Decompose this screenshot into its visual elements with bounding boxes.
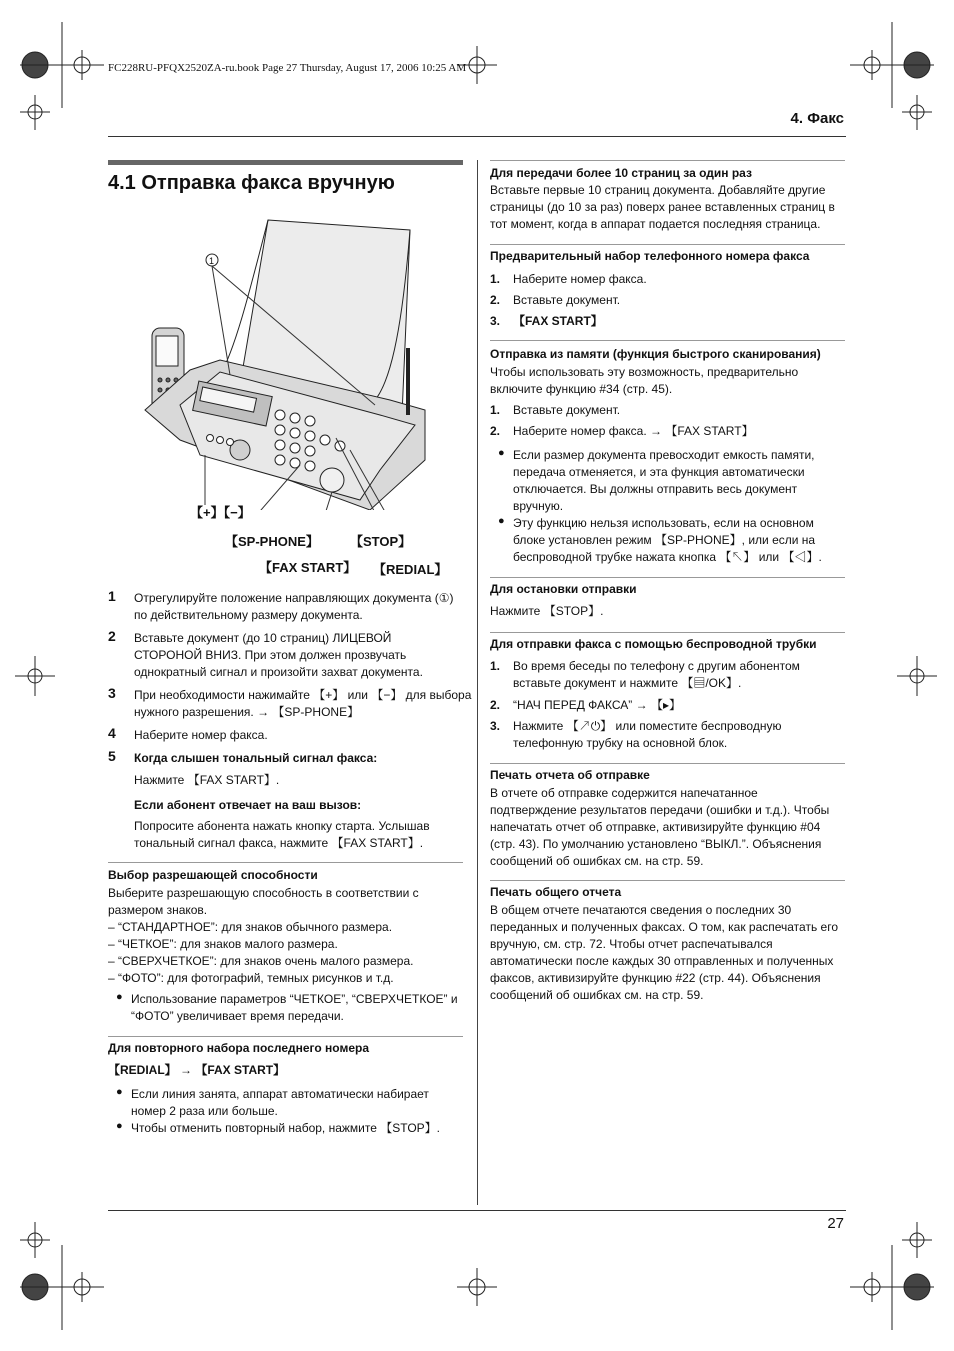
step-2-number: 2 (108, 628, 116, 644)
more10-header: Для передачи более 10 страниц за один раз (490, 166, 752, 180)
column-divider (477, 160, 478, 1205)
resolution-intro-2: размером знаков. (108, 903, 208, 917)
step-5-press: Нажмите 【FAX START】. (134, 773, 280, 787)
step-2-line-3: однократный сигнал и произойти захват документа. (134, 665, 423, 679)
cordless-item-1-num: 1. (490, 659, 501, 673)
memory-note-2-line-1: Эту функцию нельзя использовать, если на основном (513, 516, 814, 530)
header-rule-top (108, 136, 846, 137)
sending-report-line-1: В отчете об отправке содержится напечатанное (490, 786, 758, 800)
resolution-item-standard: – “СТАНДАРТНОЕ”: для знаков обычного размера. (108, 920, 393, 934)
cordless-item-3-line-1: Нажмите 【↗⏻】 или поместите беспроводную (513, 719, 782, 733)
cordless-item-1-line-2: вставьте документ и нажмите 【▤/OK】. (513, 676, 742, 690)
journal-line-5: факсов, активизируйте функцию #22 (стр. 44). Объяснения (490, 971, 821, 985)
step-3-line-2: нужного разрешения. → 【SP-PHONE】 (134, 705, 360, 719)
journal-line-4: автоматически после каждых 30 отправленных и полученных (490, 954, 834, 968)
more10-line-3: тот момент, когда в аппарат подается последняя страница. (490, 217, 821, 231)
separator-predial (490, 244, 845, 245)
bullet-icon: ● (498, 447, 505, 459)
resolution-intro-1: Выберите разрешающую способность в соответствии с (108, 886, 419, 900)
callout-1: 1 (209, 256, 215, 266)
journal-line-2: переданных и полученных факсах. О том, как распечатать его (490, 920, 838, 934)
separator-redial (108, 1036, 463, 1037)
cordless-item-2-num: 2. (490, 698, 501, 712)
step-1-line-1: Отрегулируйте положение направляющих документа (①) (134, 591, 454, 605)
step-5-line-1: Когда слышен тональный сигнал факса: (134, 751, 378, 765)
sending-report-line-4: (стр. 43). По умолчанию установлено “ВЫКЛ.”. Объяснения (490, 837, 822, 851)
redial-note-2-line-1: Чтобы отменить повторный набор, нажмите 【STOP】. (131, 1121, 441, 1135)
resolution-item-photo: – “ФОТО”: для фотографий, темных рисунков и т.д. (108, 971, 394, 985)
step-4-line-1: Наберите номер факса. (134, 728, 268, 742)
separator-sending-report (490, 763, 845, 764)
resolution-item-superfine: – “СВЕРХЧЕТКОЕ”: для знаков очень малого размера. (108, 954, 414, 968)
memory-note-2-line-3: беспроводной трубке нажата кнопка 【↖】 или 【◁】. (513, 550, 822, 564)
redial-note-1-line-1: Если линия занята, аппарат автоматически набирает (131, 1087, 429, 1101)
label-redial: 【REDIAL】 (373, 562, 448, 577)
stop-send-line: Нажмите 【STOP】. (490, 604, 604, 618)
predial-item-3-num: 3. (490, 314, 501, 328)
redial-note-1-line-2: номер 2 раза или больше. (131, 1104, 278, 1118)
memory-intro-2: включите функцию #34 (стр. 45). (490, 382, 673, 396)
bullet-icon: ● (116, 1086, 123, 1098)
journal-header: Печать общего отчета (490, 885, 622, 899)
stop-send-header: Для остановки отправки (490, 582, 637, 596)
label-updown: 【+】【−】 (190, 505, 251, 520)
separator-memory (490, 340, 845, 341)
memory-item-1-text: Вставьте документ. (513, 403, 621, 417)
more10-line-1: Вставьте первые 10 страниц документа. Добавляйте другие (490, 183, 826, 197)
chapter-heading: 4. Факс (790, 110, 844, 127)
bullet-icon: ● (498, 515, 505, 527)
predial-item-2-num: 2. (490, 293, 501, 307)
journal-line-1: В общем отчете печатаются сведения о последних 30 (490, 903, 792, 917)
step-5-sub-header: Если абонент отвечает на ваш вызов: (134, 798, 362, 812)
page-number: 27 (827, 1215, 844, 1232)
fax-machine-illustration (140, 210, 460, 510)
redial-sequence: 【REDIAL】 → 【FAX START】 (108, 1063, 286, 1077)
step-5-number: 5 (108, 748, 116, 764)
step-1-number: 1 (108, 588, 116, 604)
journal-line-6: сообщений об ошибках см. на стр. 59. (490, 988, 704, 1002)
resolution-note-1: Использование параметров “ЧЕТКОЕ”, “СВЕРХЧЕТКОЕ” и (131, 992, 458, 1006)
footer-rule (108, 1210, 846, 1211)
memory-item-2-num: 2. (490, 424, 501, 438)
sending-report-header: Печать отчета об отправке (490, 768, 650, 782)
separator-more10 (490, 160, 845, 161)
memory-header: Отправка из памяти (функция быстрого сканирования) (490, 347, 821, 361)
separator-journal (490, 880, 845, 881)
resolution-item-fine: – “ЧЕТКОЕ”: для знаков малого размера. (108, 937, 338, 951)
bullet-icon: ● (116, 1120, 123, 1132)
memory-note-1-line-2: передача отменяется, и эта функция автоматически (513, 465, 805, 479)
step-5-sub-line-2: тональный сигнал факса, нажмите 【FAX START】. (134, 836, 424, 850)
memory-note-1-line-3: отключается. Вы должны отправить весь документ (513, 482, 798, 496)
redial-header: Для повторного набора последнего номера (108, 1041, 370, 1055)
section-title: 4.1 Отправка факса вручную (108, 172, 395, 194)
step-1-line-2: по действительному размеру документа. (134, 608, 363, 622)
step-2-line-2: СТОРОНОЙ ВНИЗ. При этом должен прозвучать (134, 648, 407, 662)
resolution-header: Выбор разрешающей способности (108, 868, 318, 882)
sending-report-line-3: напечатать отчет об отправке, активизируйте функцию #04 (490, 820, 821, 834)
separator-stop (490, 577, 845, 578)
predial-item-3-text: 【FAX START】 (513, 314, 603, 328)
journal-line-3: вручную, см. стр. 72. Чтобы отчет распечатывался (490, 937, 773, 951)
step-4-number: 4 (108, 725, 116, 741)
predial-item-1-num: 1. (490, 272, 501, 286)
cordless-item-3-line-2: телефонную трубку на основной блок. (513, 736, 728, 750)
cordless-item-2-line-1: “НАЧ ПЕРЕД ФАКСА” → 【▸】 (513, 698, 681, 712)
memory-item-2-text: Наберите номер факса. → 【FAX START】 (513, 424, 754, 438)
predial-item-2-text: Вставьте документ. (513, 293, 621, 307)
predial-header: Предварительный набор телефонного номера факса (490, 249, 810, 263)
step-2-line-1: Вставьте документ (до 10 страниц) ЛИЦЕВОЙ (134, 631, 392, 645)
memory-note-1-line-1: Если размер документа превосходит емкость памяти, (513, 448, 815, 462)
sending-report-line-5: сообщений об ошибках см. на стр. 59. (490, 854, 704, 868)
label-sp-phone: 【SP-PHONE】 (225, 534, 319, 549)
bullet-icon: ● (116, 991, 123, 1003)
cordless-item-3-num: 3. (490, 719, 501, 733)
memory-item-1-num: 1. (490, 403, 501, 417)
step-3-line-1: При необходимости нажимайте 【+】 или 【−】 для выбора (134, 688, 472, 702)
step-3-number: 3 (108, 685, 116, 701)
cordless-header: Для отправки факса с помощью беспроводной трубки (490, 637, 817, 651)
memory-note-2-line-2: блоке установлен режим 【SP-PHONE】, или если на (513, 533, 816, 547)
sending-report-line-2: подтверждение результатов передачи (ошибки и т.д.). Чтобы (490, 803, 830, 817)
section-rule (108, 160, 463, 165)
step-5-sub-line-1: Попросите абонента нажать кнопку старта. Услышав (134, 819, 430, 833)
print-line: FC228RU-PFQX2520ZA-ru.book Page 27 Thursday, August 17, 2006 10:25 AM (108, 62, 467, 74)
memory-note-1-line-4: вручную. (513, 499, 564, 513)
memory-intro-1: Чтобы использовать эту возможность, предварительно (490, 365, 799, 379)
resolution-note-2: “ФОТО” увеличивает время передачи. (131, 1009, 344, 1023)
label-stop: 【STOP】 (350, 534, 412, 549)
cordless-item-1-line-1: Во время беседы по телефону с другим абонентом (513, 659, 800, 673)
label-fax-start: 【FAX START】 (259, 560, 357, 575)
separator-resolution (108, 862, 463, 863)
separator-cordless (490, 632, 845, 633)
more10-line-2: страницы (до 10 за раз) поверх ранее вставленных страниц в (490, 200, 835, 214)
predial-item-1-text: Наберите номер факса. (513, 272, 647, 286)
